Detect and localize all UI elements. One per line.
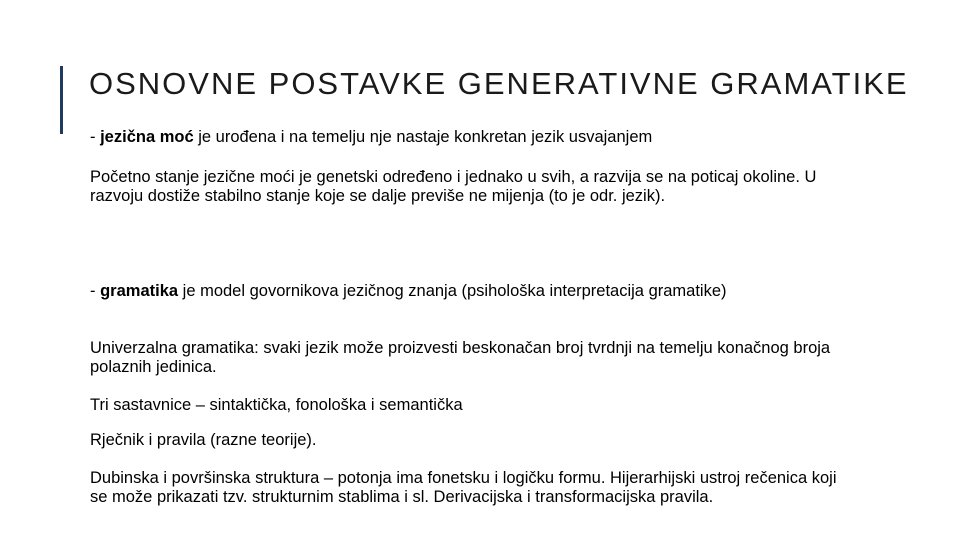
slide-title: OSNOVNE POSTAVKE GENERATIVNE GRAMATIKE	[89, 66, 909, 101]
paragraph-tri-sastavnice: Tri sastavnice – sintaktička, fonološka i semantička	[90, 396, 463, 414]
paragraph-jezicna-moc	[90, 128, 850, 147]
paragraph-text: je urođena i na temelju nje nastaje konkretan jezik usvajanjem	[193, 128, 653, 146]
paragraph-gramatika	[90, 282, 850, 301]
paragraph-pocetno-stanje: Početno stanje jezične moći je genetski određeno i jednako u svih, a razvija se na poticaj okoline. U razvoju dostiže stabilno stanje koje se dalje previše ne mijenja (to je odr. jezik).	[90, 168, 817, 205]
bullet-dash: -	[90, 282, 101, 300]
term-jezicna-moc: jezična moć	[100, 128, 194, 146]
paragraph-univerzalna-gramatika: Univerzalna gramatika: svaki jezik može proizvesti beskonačan broj tvrdnji na temelju konačnog broja polaznih jedinica.	[90, 339, 831, 376]
paragraph-dubinska-struktura: Dubinska i površinska struktura – potonja ima fonetsku i logičku formu. Hijerarhijski ustroj rečenica koji se može prikazati tzv. strukturnim stablima i sl. Derivacijska i transformacijska pravila.	[90, 469, 837, 506]
bullet-dash: -	[90, 128, 101, 146]
paragraph-text: je model govornikova jezičnog znanja (psihološka interpretacija gramatike)	[178, 282, 727, 300]
term-gramatika: gramatika	[100, 282, 179, 300]
title-accent-bar	[60, 66, 63, 134]
paragraph-rjecnik: Rječnik i pravila (razne teorije).	[90, 431, 317, 449]
